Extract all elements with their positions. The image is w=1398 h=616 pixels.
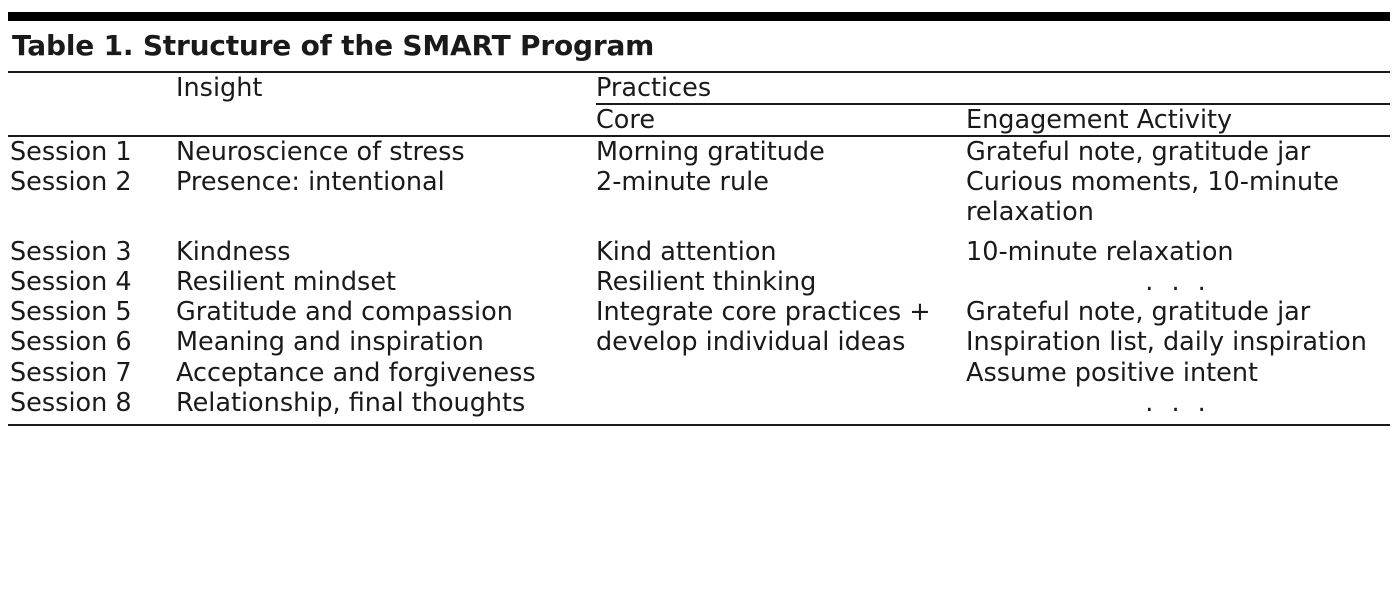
cell-session: Session 6: [10, 327, 132, 358]
ellipsis-mark: . . .: [1145, 387, 1211, 418]
cell-insight: Kindness: [176, 237, 291, 268]
table-container: [0, 12, 1398, 426]
table-row: [8, 267, 1390, 297]
spacer-cell: [176, 227, 596, 237]
table-row: [8, 237, 1390, 267]
cell-insight: Acceptance and forgiveness: [176, 357, 536, 388]
cell-insight: Resilient mindset: [176, 267, 396, 298]
header-practices: Practices: [596, 73, 712, 103]
spacer-cell: [596, 227, 966, 237]
row-spacer: [8, 227, 1390, 237]
table-row: [8, 137, 1390, 167]
cell-session: Session 5: [10, 297, 132, 328]
cell-session: Session 7: [10, 357, 132, 388]
table-row: [8, 297, 1390, 327]
table-body: [8, 137, 1390, 418]
smart-program-table: [8, 73, 1390, 418]
cell-insight: Gratitude and compassion: [176, 297, 513, 328]
header-sub-spacer: [8, 105, 176, 135]
spacer-cell: [8, 227, 176, 237]
cell-engagement: 10-minute relaxation: [966, 237, 1234, 268]
bottom-rule: [8, 424, 1390, 426]
cell-engagement: Assume positive intent: [966, 357, 1259, 388]
cell-insight: Presence: intentional: [176, 167, 445, 198]
ellipsis-mark: . . .: [1145, 267, 1211, 298]
cell-session: Session 3: [10, 237, 132, 268]
cell-engagement: Grateful note, gratitude jar: [966, 137, 1311, 167]
cell-session: Session 8: [10, 387, 132, 418]
cell-core: [596, 388, 966, 418]
cell-core: Integrate core practices + develop individual ideas: [596, 297, 931, 358]
cell-core: Morning gratitude: [596, 137, 825, 167]
header-engagement: Engagement Activity: [966, 105, 1233, 135]
header-core: Core: [596, 105, 656, 135]
top-rule: [8, 12, 1390, 21]
cell-session: Session 4: [10, 267, 132, 298]
table-caption: Table 1. Structure of the SMART Program: [12, 29, 655, 62]
cell-session: Session 2: [10, 167, 132, 198]
cell-insight: Meaning and inspiration: [176, 327, 484, 358]
table-row: [8, 358, 1390, 388]
header-session-blank: [8, 73, 176, 103]
table-row: [8, 388, 1390, 418]
cell-core: Resilient thinking: [596, 267, 817, 298]
header-insight: Insight: [176, 73, 263, 103]
cell-core: Kind attention: [596, 237, 777, 268]
cell-core: 2-minute rule: [596, 167, 769, 198]
cell-engagement: [966, 388, 1390, 418]
table-row: [8, 167, 1390, 227]
cell-core: [596, 358, 966, 388]
cell-insight: Neuroscience of stress: [176, 137, 465, 167]
table-head: [8, 73, 1390, 137]
header-row-practices: [8, 73, 1390, 103]
cell-session: Session 1: [10, 137, 132, 167]
cell-engagement: Inspiration list, daily inspiration: [966, 327, 1367, 358]
cell-engagement: [966, 267, 1390, 297]
cell-insight: Relationship, final thoughts: [176, 387, 526, 418]
cell-engagement: Grateful note, gratitude jar: [966, 297, 1311, 328]
cell-engagement: Curious moments, 10-minute relaxation: [966, 167, 1339, 228]
spacer-cell: [966, 227, 1390, 237]
